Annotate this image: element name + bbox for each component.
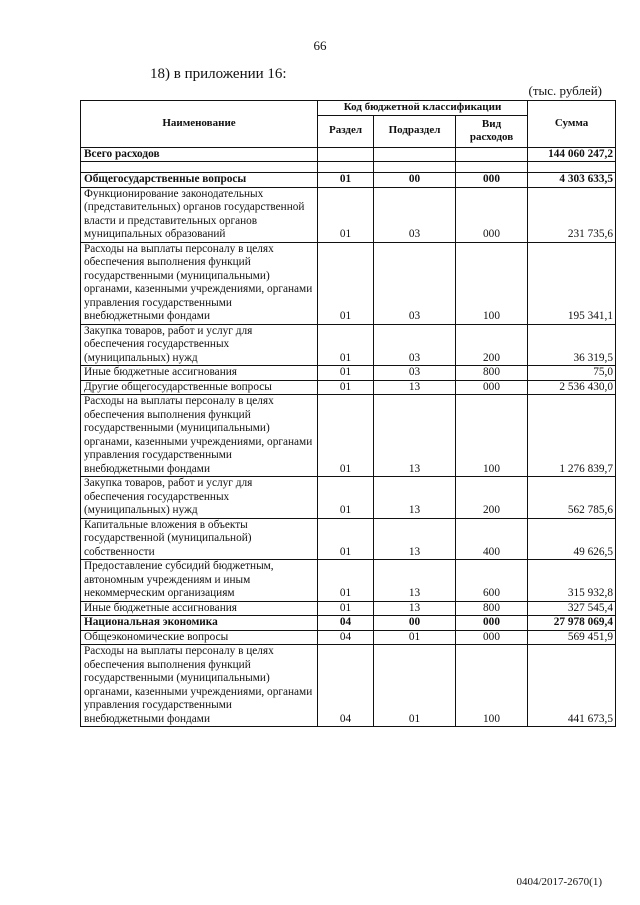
cell-razdel: 01 — [318, 366, 374, 381]
cell-name: Национальная экономика — [81, 616, 318, 631]
table-row — [81, 518, 616, 560]
cell-summa: 441 673,5 — [528, 645, 616, 727]
cell-podrazdel: 13 — [374, 477, 456, 519]
table-row — [81, 162, 616, 173]
cell-razdel: 01 — [318, 242, 374, 324]
header-code-group: Код бюджетной классификации — [318, 101, 528, 116]
document-code: 0404/2017-2670(1) — [516, 876, 602, 888]
cell-podrazdel: 03 — [374, 187, 456, 242]
cell-podrazdel: 03 — [374, 242, 456, 324]
header-vid: Вид расходов — [456, 115, 528, 147]
cell-summa: 327 545,4 — [528, 601, 616, 616]
table-body — [81, 147, 616, 727]
header-podrazdel: Подраздел — [374, 115, 456, 147]
cell-podrazdel: 13 — [374, 518, 456, 560]
cell-podrazdel — [374, 147, 456, 162]
cell-summa: 27 978 069,4 — [528, 616, 616, 631]
cell-podrazdel: 13 — [374, 380, 456, 395]
cell-razdel: 01 — [318, 601, 374, 616]
cell-razdel: 01 — [318, 477, 374, 519]
cell-vid: 800 — [456, 366, 528, 381]
cell-podrazdel: 00 — [374, 173, 456, 188]
cell-name: Расходы на выплаты персоналу в целях обеспечения выполнения функций государственными (муниципальными) органами, казенными учреждениями, органами управления государственными внебюджетными фондами — [81, 645, 318, 727]
cell-vid: 000 — [456, 380, 528, 395]
cell-vid: 200 — [456, 477, 528, 519]
header-name: Наименование — [81, 101, 318, 148]
cell-razdel: 01 — [318, 560, 374, 602]
cell-name: Иные бюджетные ассигнования — [81, 601, 318, 616]
cell-razdel: 01 — [318, 395, 374, 477]
table-row — [81, 645, 616, 727]
cell-razdel: 01 — [318, 187, 374, 242]
cell-razdel — [318, 147, 374, 162]
cell-vid: 200 — [456, 324, 528, 366]
cell-razdel: 01 — [318, 324, 374, 366]
cell-summa: 49 626,5 — [528, 518, 616, 560]
cell-vid: 800 — [456, 601, 528, 616]
cell-name: Расходы на выплаты персоналу в целях обеспечения выполнения функций государственными (муниципальными) органами, казенными учреждениями, органами управления государственными внебюджетными фондами — [81, 242, 318, 324]
table-row — [81, 147, 616, 162]
table-row — [81, 630, 616, 645]
cell-podrazdel: 13 — [374, 601, 456, 616]
cell-razdel — [318, 162, 374, 173]
cell-summa: 231 735,6 — [528, 187, 616, 242]
cell-podrazdel: 13 — [374, 560, 456, 602]
table-row — [81, 366, 616, 381]
cell-summa: 36 319,5 — [528, 324, 616, 366]
cell-summa: 2 536 430,0 — [528, 380, 616, 395]
cell-name: Предоставление субсидий бюджетным, автономным учреждениям и иным некоммерческим организациям — [81, 560, 318, 602]
cell-vid: 000 — [456, 173, 528, 188]
cell-summa: 315 932,8 — [528, 560, 616, 602]
intro-text: 18) в приложении 16: — [150, 66, 287, 82]
cell-summa: 1 276 839,7 — [528, 395, 616, 477]
cell-vid: 600 — [456, 560, 528, 602]
cell-razdel: 04 — [318, 645, 374, 727]
budget-table — [80, 100, 616, 727]
cell-summa — [528, 162, 616, 173]
cell-podrazdel: 03 — [374, 366, 456, 381]
table-row — [81, 173, 616, 188]
cell-razdel: 01 — [318, 518, 374, 560]
cell-summa: 75,0 — [528, 366, 616, 381]
table-row — [81, 601, 616, 616]
cell-razdel: 04 — [318, 616, 374, 631]
cell-summa: 4 303 633,5 — [528, 173, 616, 188]
cell-name: Другие общегосударственные вопросы — [81, 380, 318, 395]
cell-name: Общегосударственные вопросы — [81, 173, 318, 188]
cell-name: Капитальные вложения в объекты государственной (муниципальной) собственности — [81, 518, 318, 560]
cell-name: Общеэкономические вопросы — [81, 630, 318, 645]
cell-razdel: 04 — [318, 630, 374, 645]
table-row — [81, 616, 616, 631]
cell-podrazdel: 01 — [374, 630, 456, 645]
cell-podrazdel — [374, 162, 456, 173]
table-row — [81, 477, 616, 519]
cell-summa: 144 060 247,2 — [528, 147, 616, 162]
cell-vid: 100 — [456, 395, 528, 477]
cell-name: Всего расходов — [81, 147, 318, 162]
cell-vid: 100 — [456, 645, 528, 727]
cell-podrazdel: 01 — [374, 645, 456, 727]
cell-vid — [456, 162, 528, 173]
unit-label: (тыс. рублей) — [528, 83, 602, 98]
cell-podrazdel: 03 — [374, 324, 456, 366]
table-row — [81, 395, 616, 477]
cell-name: Функционирование законодательных (представительных) органов государственной власти и представительных органов муниципальных образований — [81, 187, 318, 242]
cell-vid: 400 — [456, 518, 528, 560]
table-row — [81, 560, 616, 602]
cell-summa: 562 785,6 — [528, 477, 616, 519]
cell-vid: 100 — [456, 242, 528, 324]
header-summa: Сумма — [528, 101, 616, 148]
cell-vid — [456, 147, 528, 162]
cell-name: Закупка товаров, работ и услуг для обеспечения государственных (муниципальных) нужд — [81, 477, 318, 519]
table-row — [81, 324, 616, 366]
cell-name: Расходы на выплаты персоналу в целях обеспечения выполнения функций государственными (муниципальными) органами, казенными учреждениями, органами управления государственными внебюджетными фондами — [81, 395, 318, 477]
cell-name — [81, 162, 318, 173]
page-number: 66 — [313, 38, 327, 53]
cell-name: Закупка товаров, работ и услуг для обеспечения государственных (муниципальных) нужд — [81, 324, 318, 366]
cell-podrazdel: 13 — [374, 395, 456, 477]
cell-vid: 000 — [456, 630, 528, 645]
cell-razdel: 01 — [318, 173, 374, 188]
header-razdel: Раздел — [318, 115, 374, 147]
cell-vid: 000 — [456, 616, 528, 631]
table-row — [81, 187, 616, 242]
cell-name: Иные бюджетные ассигнования — [81, 366, 318, 381]
cell-vid: 000 — [456, 187, 528, 242]
cell-razdel: 01 — [318, 380, 374, 395]
cell-podrazdel: 00 — [374, 616, 456, 631]
table-row — [81, 380, 616, 395]
cell-summa: 195 341,1 — [528, 242, 616, 324]
table-row — [81, 242, 616, 324]
cell-summa: 569 451,9 — [528, 630, 616, 645]
